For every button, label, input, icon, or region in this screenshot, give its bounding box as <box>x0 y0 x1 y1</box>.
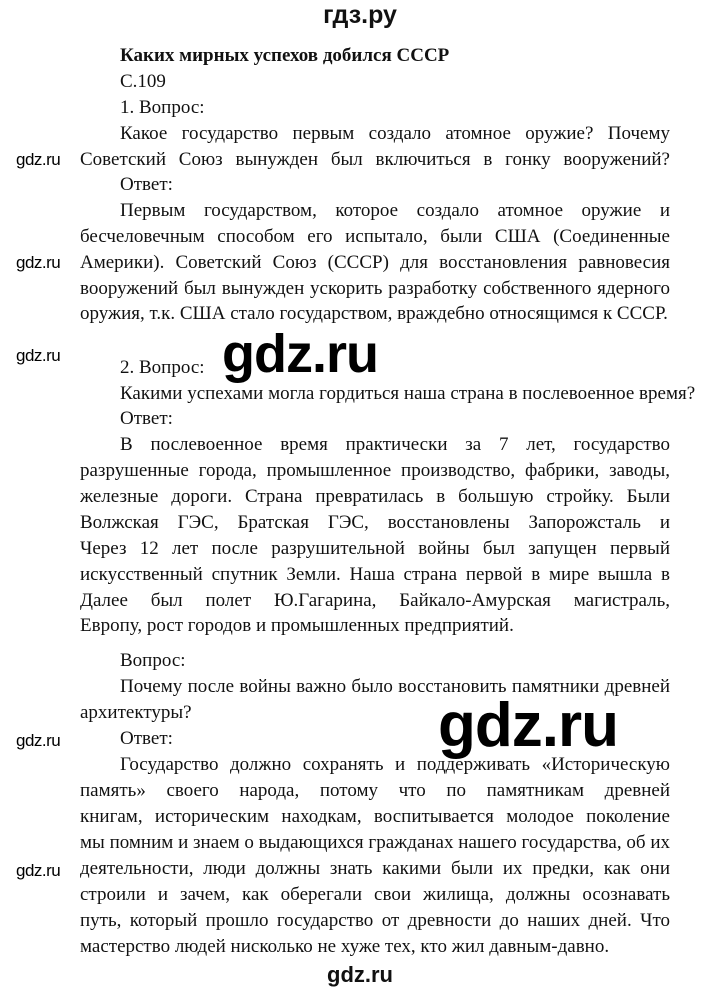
site-header-title: гдз.ру <box>323 1 397 29</box>
watermark: gdz.ru <box>16 253 61 272</box>
text-line: деятельности, люди должны знать какими были их предки, как они <box>80 858 670 879</box>
text-line: архитектуры? <box>80 702 192 723</box>
text-line: путь, который прошло государство от древности до наших дней. Что <box>80 910 670 931</box>
text-line: искусственный спутник Земли. Наша страна первой в мире вышла в <box>80 564 670 585</box>
text-line: 2. Вопрос: <box>120 357 205 378</box>
text-line: вооружений был вынужден ускорить разработку собственного ядерного <box>80 278 670 299</box>
text-line: Какими успехами могла гордиться наша страна в послевоенное время? <box>120 383 696 404</box>
watermark-large: gdz.ru <box>438 691 618 760</box>
watermark: gdz.ru <box>16 731 61 750</box>
text-line: Через 12 лет после разрушительной войны был запущен первый <box>80 538 670 559</box>
page-reference: С.109 <box>120 71 166 92</box>
text-line: В послевоенное время практически за 7 лет, государство <box>120 434 670 455</box>
text-line: Первым государством, которое создало атомное оружие и <box>120 200 670 221</box>
text-line: оружия, т.к. США стало государством, враждебно относящимся к СССР. <box>80 303 668 324</box>
watermark-large: gdz.ru <box>222 324 378 384</box>
footer-site-link[interactable]: gdz.ru <box>327 962 393 987</box>
text-line: мастерство людей нисколько не хуже тех, кто жил давным-давно. <box>80 936 610 957</box>
document-title: Каких мирных успехов добился СССР <box>120 45 450 66</box>
text-line: Советский Союз вынужден был включиться в гонку вооружений? <box>80 149 670 170</box>
text-line: Государство должно сохранять и поддерживать «Историческую <box>120 754 670 775</box>
text-line: Ответ: <box>120 728 173 749</box>
text-line: Америки). Советский Союз (СССР) для восстановления равновесия <box>80 252 670 273</box>
text-line: строили и зачем, как оберегали свои жилища, должны осознавать <box>80 884 670 905</box>
text-line: книгам, историческим находкам, воспитывается молодое поколение <box>80 806 670 827</box>
text-line: Почему после войны важно было восстановить памятники древней <box>120 676 670 697</box>
text-line: Далее был полет Ю.Гагарина, Байкало-Амурская магистраль, <box>80 590 670 611</box>
text-line: разрушенные города, промышленное производство, фабрики, заводы, <box>80 460 670 481</box>
text-line: Ответ: <box>120 408 173 429</box>
text-line: 1. Вопрос: <box>120 97 205 118</box>
watermark: gdz.ru <box>16 346 61 365</box>
text-line: Какое государство первым создало атомное оружие? Почему <box>120 123 670 144</box>
text-line: Европу, рост городов и промышленных предприятий. <box>80 615 514 636</box>
text-line: Волжская ГЭС, Братская ГЭС, восстановлены Запорожсталь и <box>80 512 670 533</box>
text-line: Ответ: <box>120 174 173 195</box>
text-line: Вопрос: <box>120 650 186 671</box>
text-line: память» своего народа, потому что по памятникам древней <box>80 780 670 801</box>
text-line: мы помним и знаем о выдающихся гражданах нашего государства, об их <box>80 832 670 853</box>
text-line: бесчеловечным способом его испытало, были США (Соединенные <box>80 226 670 247</box>
watermark: gdz.ru <box>16 150 61 169</box>
text-line: железные дороги. Страна превратилась в большую стройку. Были <box>80 486 670 507</box>
watermark: gdz.ru <box>16 861 61 880</box>
